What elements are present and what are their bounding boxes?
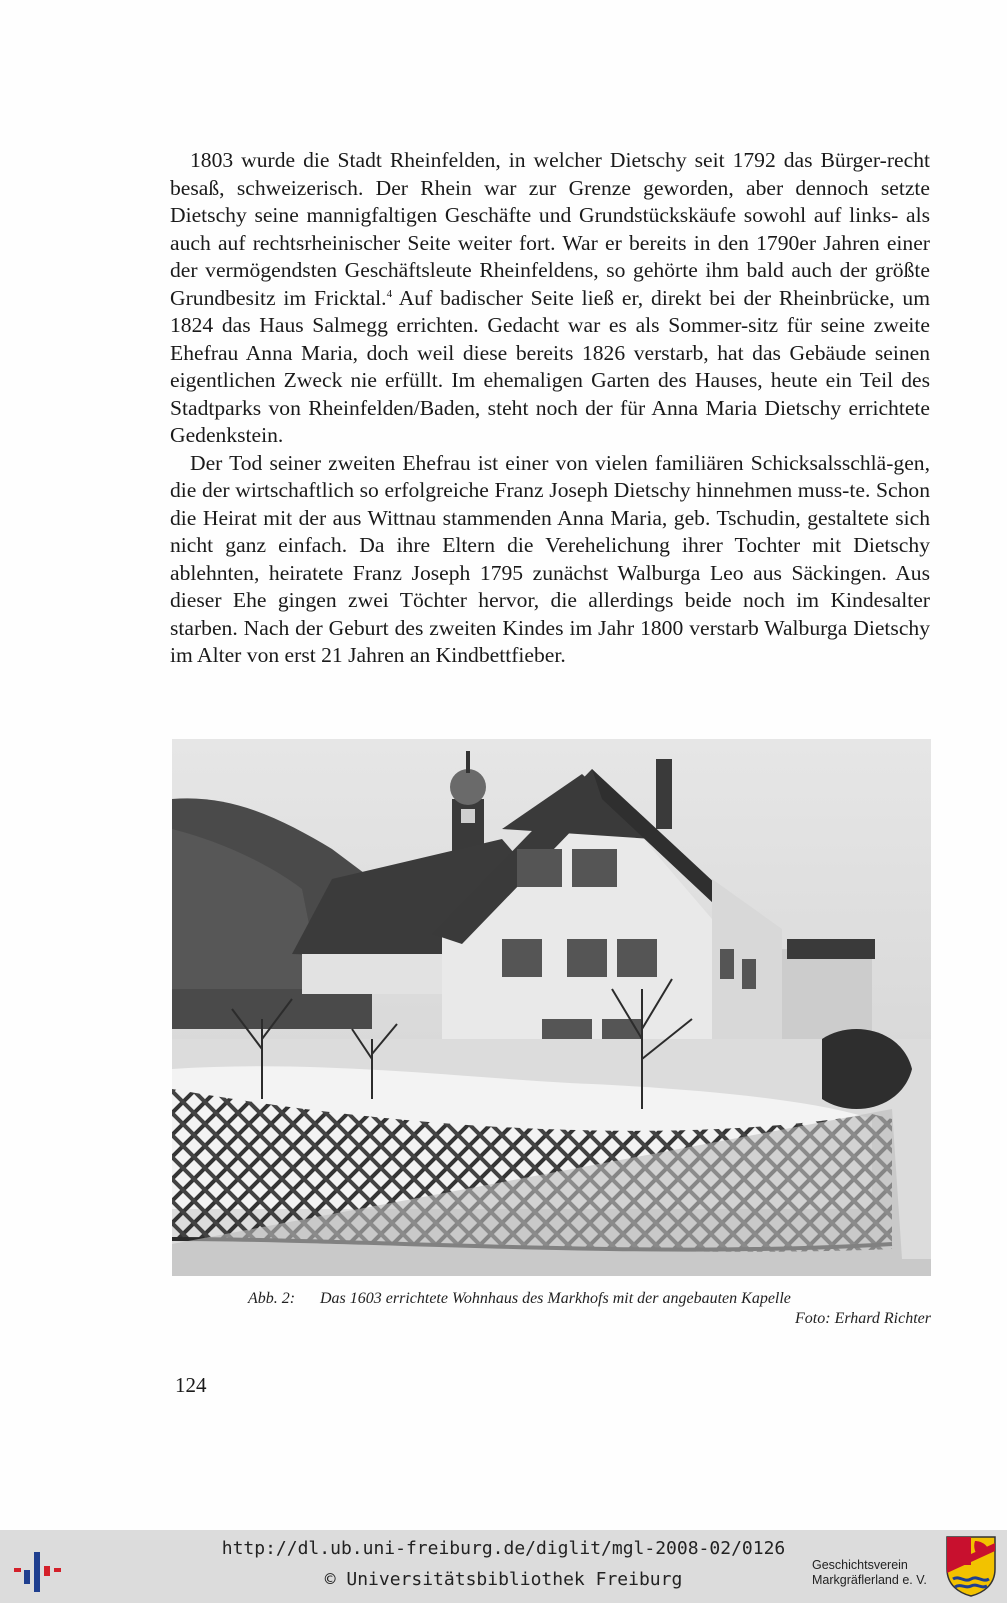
- society-line-2: Markgräflerland e. V.: [812, 1573, 927, 1587]
- paragraph-1: [170, 147, 930, 450]
- footer-url-link[interactable]: http://dl.ub.uni-freiburg.de/diglit/mgl-2008-02/0126: [221, 1538, 786, 1559]
- photo-credit: Foto: Erhard Richter: [795, 1310, 931, 1327]
- society-name: [812, 1558, 927, 1588]
- page-number: 124: [175, 1373, 207, 1397]
- figure-caption: [248, 1289, 931, 1309]
- footer-bar: [0, 1530, 1007, 1603]
- figure-caption-text: Das 1603 errichtete Wohnhaus des Markhofs mit der angebauten Kapelle: [320, 1290, 791, 1307]
- house-photo-illustration: [172, 739, 931, 1276]
- society-crest-icon: [945, 1535, 997, 1597]
- figure-photo: [172, 739, 931, 1276]
- body-text: [170, 147, 930, 670]
- paragraph-1-text-b: Auf badischer Seite ließ er, direkt bei der Rheinbrücke, um 1824 das Haus Salmegg errichten. Gedacht war es als Sommer-sitz für seine zweite Ehefrau Anna Maria, doch weil diese bereits 1826 verstarb, hat das Gebäude seinen eigentlichen Zweck nie erfüllt. Im ehemaligen Garten des Hauses, heute ein Teil des Stadtparks von Rheinfelden/Baden, steht noch der für Anna Maria Dietschy errichtete Gedenkstein.: [170, 285, 930, 447]
- society-line-1: Geschichtsverein: [812, 1558, 908, 1572]
- footnote-marker[interactable]: 4: [386, 287, 393, 300]
- footer-copyright: © Universitätsbibliothek Freiburg: [324, 1569, 683, 1590]
- paragraph-1-text-a: 1803 wurde die Stadt Rheinfelden, in welcher Dietschy seit 1792 das Bürger-recht besaß, schweizerisch. Der Rhein war zur Grenze geworden, aber dennoch setzte Dietschy seine mannigfaltigen Geschäfte und Grundstückskäufe sowohl auf links- als auch auf rechtsrheinischer Seite weiter fort. War er bereits in den 1790er Jahren einer der vermögendsten Geschäftsleute Rheinfeldens, so gehörte ihm bald auch der größte Grundbesitz im Fricktal.: [170, 148, 930, 310]
- figure-label: Abb. 2:: [248, 1290, 296, 1307]
- paragraph-2: Der Tod seiner zweiten Ehefrau ist einer von vielen familiären Schicksalsschlä-gen, die der wirtschaftlich so erfolgreiche Franz Joseph Dietschy hinnehmen muss-te. Schon die Heirat mit der aus Wittnau stammenden Anna Maria, geb. Tschudin, gestaltete sich nicht ganz einfach. Da ihre Eltern die Verehelichung ihrer Tochter mit Dietschy ablehnten, heiratete Franz Joseph 1795 zunächst Walburga Leo aus Säckingen. Aus dieser Ehe gingen zwei Töchter hervor, die allerdings beide noch im Kindesalter starben. Nach der Geburt des zweiten Kindes im Jahr 1800 verstarb Walburga Dietschy im Alter von erst 21 Jahren an Kindbettfieber.: [170, 450, 930, 667]
